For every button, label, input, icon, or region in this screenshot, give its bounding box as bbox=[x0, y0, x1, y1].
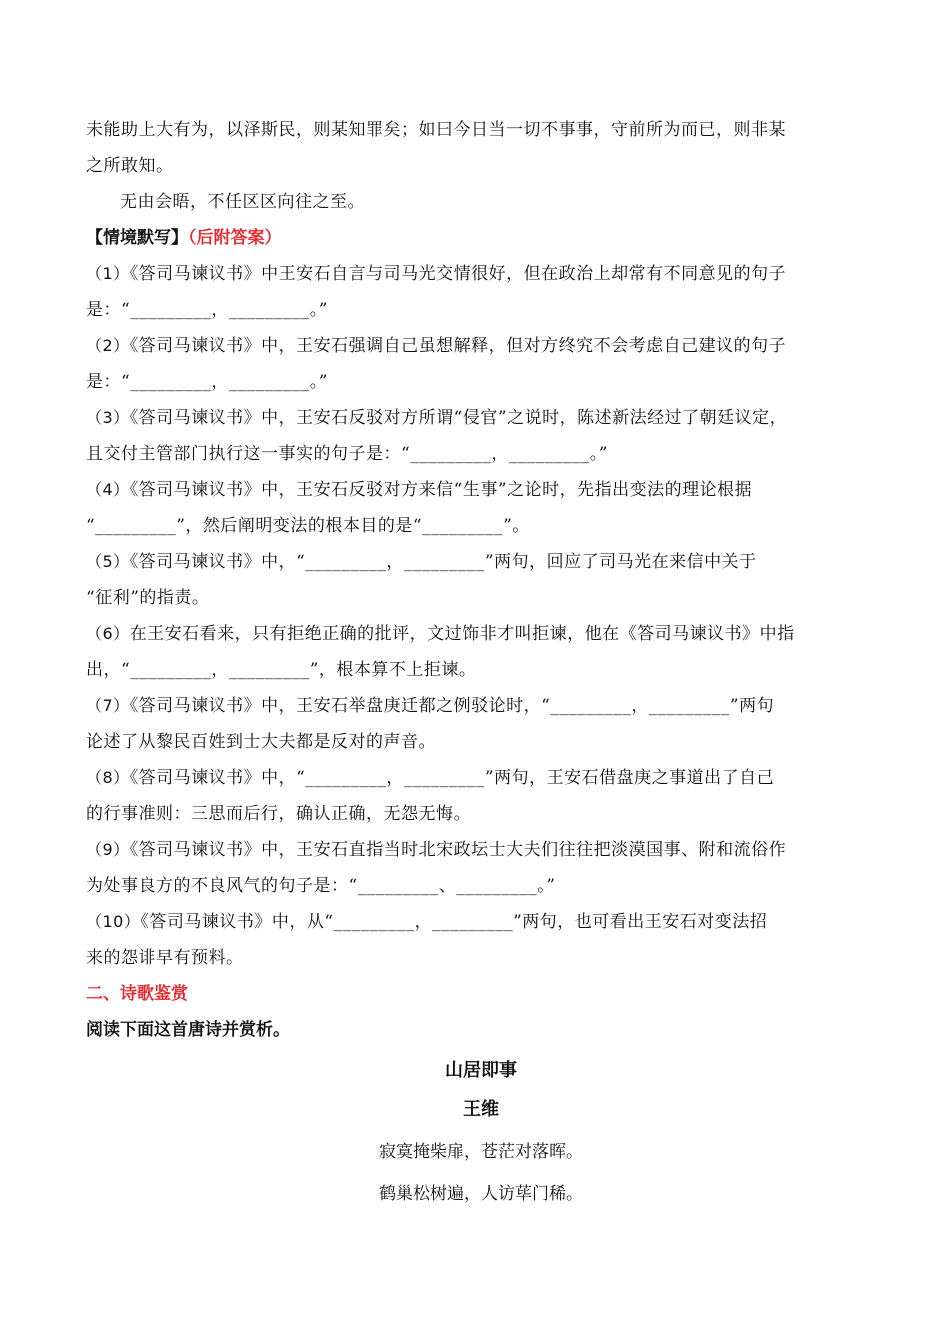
question-text-line-2: 是：“_________，_________。” bbox=[86, 372, 328, 392]
question-number: （2） bbox=[86, 336, 130, 355]
question-text-line-2: 是：“_________，_________。” bbox=[86, 300, 328, 320]
question-number: （1） bbox=[86, 264, 130, 283]
question-number: （3） bbox=[86, 408, 130, 427]
question-number: （9） bbox=[86, 840, 130, 859]
dictation-question bbox=[86, 832, 876, 904]
dictation-question-list bbox=[86, 256, 876, 976]
question-text-line-1: 在王安石看来，只有拒绝正确的批评，文过饰非才叫拒谏，他在《答司马谏议书》中指 bbox=[129, 624, 795, 644]
dictation-question bbox=[86, 616, 876, 688]
question-text-line-1: 《答司马谏议书》中，从“_________，_________”两句，也可看出王安石对变法招 bbox=[140, 912, 768, 932]
question-number: （10） bbox=[86, 912, 141, 931]
dictation-question bbox=[86, 904, 876, 976]
dictation-question bbox=[86, 400, 876, 472]
question-text-line-1: 《答司马谏议书》中，王安石举盘庚迁都之例驳论时，“_________，_________”两句 bbox=[129, 696, 775, 716]
passage-line-2: 之所敢知。 bbox=[86, 156, 174, 176]
question-text-line-2: 出，“_________，_________”，根本算不上拒谏。 bbox=[86, 660, 477, 680]
dictation-question bbox=[86, 760, 876, 832]
question-text-line-1: 《答司马谏议书》中，王安石直指当时北宋政坛士大夫们往往把淡漠国事、附和流俗作 bbox=[129, 840, 787, 860]
question-text-line-1: 《答司马谏议书》中，王安石强调自己虽想解释，但对方终究不会考虑自己建议的句子 bbox=[129, 336, 787, 356]
passage-line-3: 无由会晤，不任区区向往之至。 bbox=[120, 192, 365, 212]
question-number: （4） bbox=[86, 480, 130, 499]
question-text-line-1: 《答司马谏议书》中，“_________，_________”两句，回应了司马光在来信中关于 bbox=[129, 552, 757, 572]
poem-author: 王维 bbox=[463, 1099, 499, 1120]
poetry-instruction: 阅读下面这首唐诗并赏析。 bbox=[86, 1020, 290, 1040]
question-text-line-2: 来的怨诽早有预料。 bbox=[86, 948, 244, 968]
dictation-heading-note: （后附答案） bbox=[188, 228, 282, 248]
question-number: （7） bbox=[86, 696, 130, 715]
dictation-question bbox=[86, 544, 876, 616]
question-text-line-1: 《答司马谏议书》中王安石自言与司马光交情很好，但在政治上却常有不同意见的句子 bbox=[129, 264, 787, 284]
question-number: （5） bbox=[86, 552, 130, 571]
question-number: （8） bbox=[86, 768, 130, 787]
poem-line: 寂寞掩柴扉，苍茫对落晖。 bbox=[379, 1142, 583, 1162]
dictation-question bbox=[86, 256, 876, 328]
dictation-question bbox=[86, 688, 876, 760]
dictation-heading-label: 【情境默写】 bbox=[86, 228, 188, 248]
question-text-line-1: 《答司马谏议书》中，王安石反驳对方来信“生事”之论时，先指出变法的理论根据 bbox=[129, 480, 753, 500]
dictation-question bbox=[86, 328, 876, 400]
poetry-section-title: 二、诗歌鉴赏 bbox=[86, 984, 188, 1004]
question-text-line-2: 为处事良方的不良风气的句子是：“_________、_________。” bbox=[86, 876, 556, 896]
question-text-line-1: 《答司马谏议书》中，王安石反驳对方所谓“侵官”之说时，陈述新法经过了朝廷议定， bbox=[129, 408, 788, 428]
question-number: （6） bbox=[86, 624, 130, 643]
passage-line-1: 未能助上大有为，以泽斯民，则某知罪矣；如曰今日当一切不事事，守前所为而已，则非某 bbox=[86, 120, 786, 140]
dictation-question bbox=[86, 472, 876, 544]
question-text-line-1: 《答司马谏议书》中，“_________，_________”两句，王安石借盘庚之事道出了自己 bbox=[129, 768, 775, 788]
question-text-line-2: 论述了从黎民百姓到士大夫都是反对的声音。 bbox=[86, 732, 436, 752]
question-text-line-2: 的行事准则：三思而后行，确认正确，无怨无悔。 bbox=[86, 804, 471, 824]
question-text-line-2: “征利”的指责。 bbox=[86, 588, 210, 608]
poem-title: 山居即事 bbox=[445, 1060, 517, 1081]
dictation-heading bbox=[86, 220, 876, 256]
document-page bbox=[86, 112, 876, 1214]
question-text-line-2: “_________”，然后阐明变法的根本目的是“_________”。 bbox=[86, 516, 530, 536]
question-text-line-2: 且交付主管部门执行这一事实的句子是：“_________，_________。” bbox=[86, 444, 608, 464]
poem-line: 鹤巢松树遍，人访荜门稀。 bbox=[379, 1184, 583, 1204]
